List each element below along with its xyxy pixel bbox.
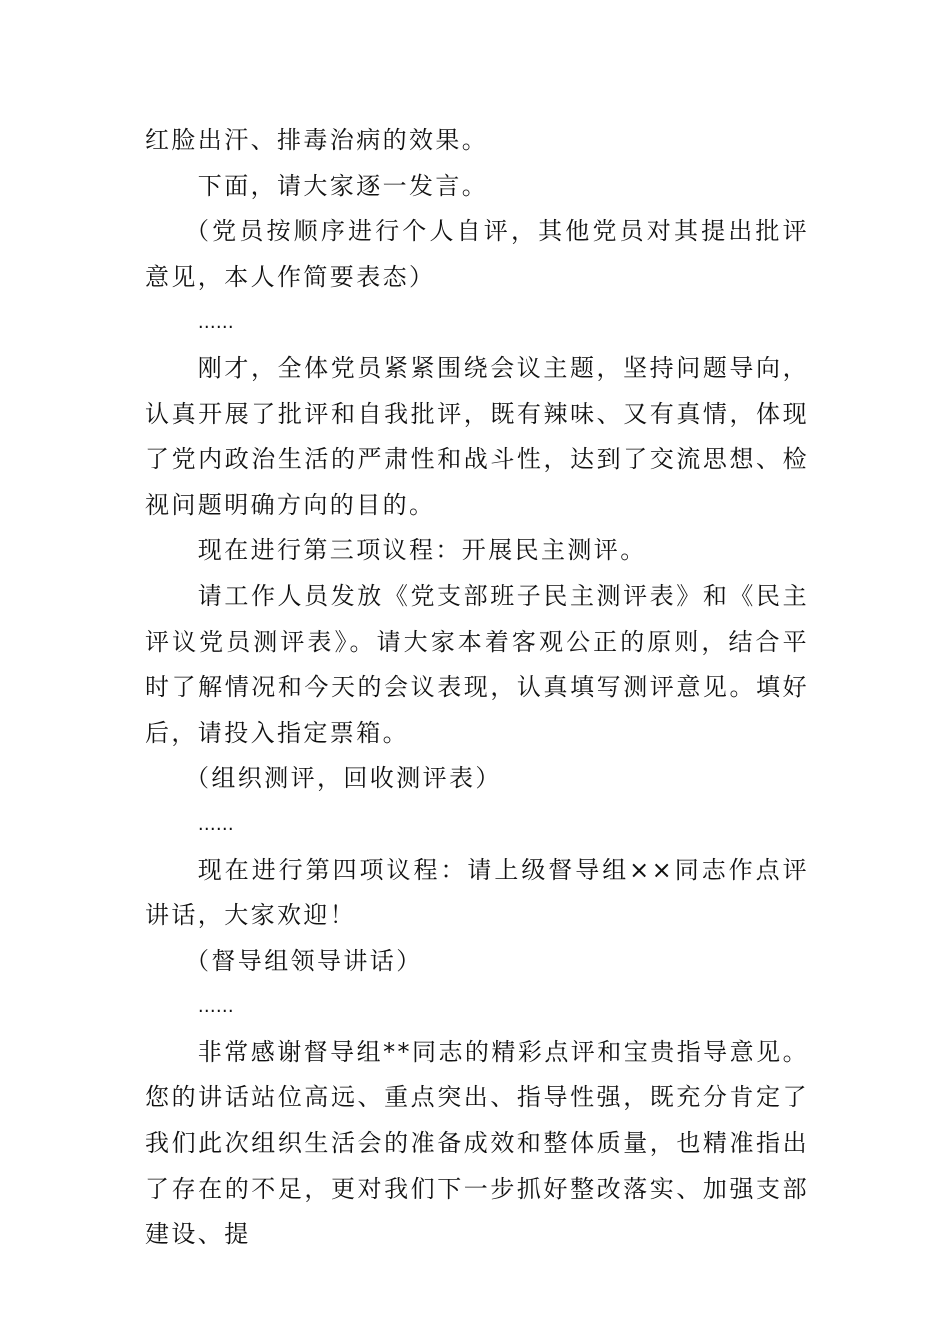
ellipsis-3: …… xyxy=(197,996,234,1018)
paragraph-thanks: 非常感谢督导组**同志的精彩点评和宝贵指导意见。您的讲话站位高远、重点突出、指导性强，既充分肯定了我们此次组织生活会的准备成效和整体质量，也精准指出了存在的不足，更对我们下一步抓好整改落实、加强支部建设、提 xyxy=(145,1037,809,1249)
paragraph-continuation: 红脸出汗、排毒治病的效果。 xyxy=(145,126,489,154)
paragraph-summary-criticism: 刚才，全体党员紧紧围绕会议主题，坚持问题导向，认真开展了批评和自我批评，既有辣味、又有真情，体现了党内政治生活的严肃性和战斗性，达到了交流思想、检视问题明确方向的目的。 xyxy=(145,353,809,519)
stage-direction-leader-speech: （督导组领导讲话） xyxy=(185,946,423,975)
paragraph-evaluation-forms: 请工作人员发放《党支部班子民主测评表》和《民主评议党员测评表》。请大家本着客观公正的原则，结合平时了解情况和今天的会议表现，认真填写测评意见。填好后，请投入指定票箱。 xyxy=(145,581,809,747)
paragraph-invite-speech: 下面，请大家逐一发言。 xyxy=(197,171,489,200)
stage-direction-self-review: （党员按顺序进行个人自评，其他党员对其提出批评意见，本人作简要表态） xyxy=(145,217,809,291)
paragraph-agenda-4: 现在进行第四项议程：请上级督导组××同志作点评讲话，大家欢迎！ xyxy=(145,855,809,930)
ellipsis-1: …… xyxy=(197,312,234,334)
paragraph-agenda-3: 现在进行第三项议程：开展民主测评。 xyxy=(197,536,647,565)
ellipsis-2: …… xyxy=(197,813,234,835)
stage-direction-collect-forms: （组织测评，回收测评表） xyxy=(185,764,502,793)
document-page xyxy=(145,118,809,1258)
